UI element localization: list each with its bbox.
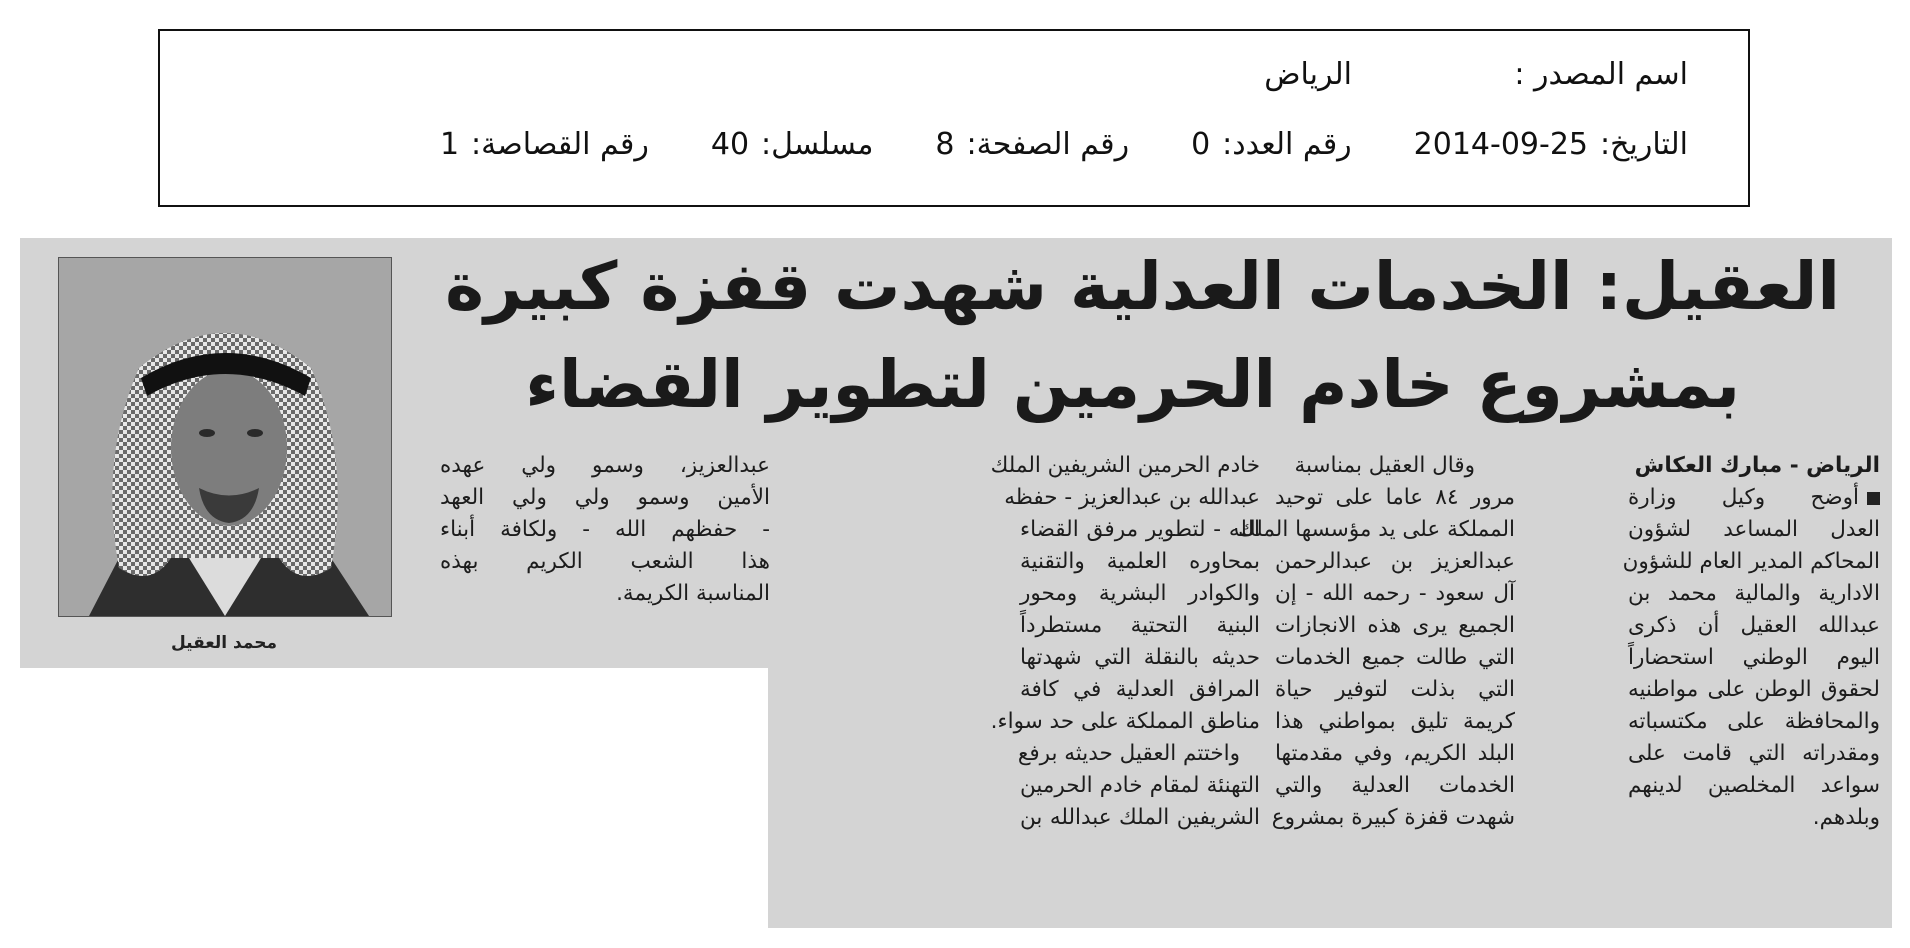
- text-line: الجميع يرى هذه الانجازات: [1275, 613, 1515, 638]
- text-line: شهدت قفزة كبيرة بمشروع: [1271, 805, 1515, 830]
- text-line: اليوم الوطني استحضاراً: [1628, 645, 1880, 670]
- date-value: 2014-09-25: [1413, 127, 1589, 162]
- text-line: البنية التحتية مستطرداً: [1020, 613, 1260, 638]
- metadata-row: [378, 127, 1688, 162]
- text-line: آل سعود - رحمه الله - إن: [1275, 581, 1515, 606]
- text-line: كريمة تليق بمواطني هذا: [1275, 709, 1515, 734]
- text-line: البلد الكريم، وفي مقدمتها: [1275, 741, 1515, 766]
- text-line: والمحافظة على مكتسباته: [1628, 709, 1880, 734]
- issue-field: [1179, 127, 1352, 162]
- text-line: عبدالله العقيل أن ذكرى: [1628, 613, 1880, 638]
- date-field: [1402, 127, 1688, 162]
- text-line: التهنئة لمقام خادم الحرمين: [1020, 773, 1260, 798]
- text-line: والكوادر البشرية ومحور: [1020, 581, 1260, 606]
- source-label: اسم المصدر :: [1514, 57, 1688, 92]
- clip-value: 1: [439, 127, 460, 162]
- issue-label: رقم العدد:: [1222, 127, 1352, 162]
- text-line: التي بذلت لتوفير حياة: [1275, 677, 1515, 702]
- portrait-photo: [58, 257, 392, 617]
- page-label: رقم الصفحة:: [966, 127, 1130, 162]
- text-line: التي طالت جميع الخدمات: [1275, 645, 1515, 670]
- article-column-3: [990, 450, 1260, 834]
- text-line: العدل المساعد لشؤون: [1628, 517, 1880, 542]
- text-line: حديثه بالنقلة التي شهدتها: [1020, 645, 1260, 670]
- article-subheadline: بمشروع خادم الحرمين لتطوير القضاء: [525, 346, 1740, 423]
- text-line: الأمين وسمو ولي ولي العهد: [440, 485, 770, 510]
- text-line: الخدمات العدلية والتي: [1275, 773, 1515, 798]
- text-line: أوضح وكيل وزارة: [1628, 482, 1880, 514]
- page-field: [923, 127, 1129, 162]
- issue-value: 0: [1191, 127, 1211, 162]
- serial-value: 40: [710, 127, 750, 162]
- text-line: بمحاوره العلمية والتقنية: [1020, 549, 1260, 574]
- text-line: مرور ٨٤ عاما على توحيد: [1275, 485, 1515, 510]
- text-line: عبدالعزيز، وسمو ولي عهده: [440, 453, 770, 478]
- text-line: لحقوق الوطن على مواطنيه: [1628, 677, 1880, 702]
- date-label: التاريخ:: [1600, 127, 1688, 162]
- clip-label: رقم القصاصة:: [471, 127, 649, 162]
- text-line: المرافق العدلية في كافة: [1020, 677, 1260, 702]
- text-line: المناسبة الكريمة.: [616, 581, 770, 606]
- page-value: 8: [935, 127, 955, 162]
- text-line: ومقدراته التي قامت على: [1628, 741, 1880, 766]
- text-line: عبدالله بن عبدالعزيز - حفظه: [1004, 485, 1260, 510]
- article-column-2: [1238, 450, 1515, 834]
- text-line: المحاكم المدير العام للشؤون: [1622, 549, 1880, 574]
- text-line: واختتم العقيل حديثه برفع: [1017, 741, 1240, 766]
- text-line: هذا الشعب الكريم بهذه: [440, 549, 770, 574]
- serial-field: [699, 127, 874, 162]
- source-value: الرياض: [1264, 57, 1352, 92]
- text-line: سواعد المخلصين لدينهم: [1628, 773, 1880, 798]
- article-column-4: [440, 450, 770, 610]
- serial-label: مسلسل:: [761, 127, 874, 162]
- text-line: الادارية والمالية محمد بن: [1628, 581, 1880, 606]
- text-line: وبلدهم.: [1812, 805, 1880, 830]
- article-byline: الرياض - مبارك العكاش: [1634, 453, 1880, 478]
- text-line: المملكة على يد مؤسسها الملك: [1238, 517, 1515, 542]
- text-line: الشريفين الملك عبدالله بن: [1020, 805, 1260, 830]
- text-line: مناطق المملكة على حد سواء.: [990, 709, 1260, 734]
- clip-field: [428, 127, 649, 162]
- text-line: وقال العقيل بمناسبة: [1294, 453, 1475, 478]
- portrait-image: [59, 258, 391, 616]
- photo-caption: محمد العقيل: [170, 633, 278, 653]
- text-line: خادم الحرمين الشريفين الملك: [990, 453, 1260, 478]
- paragraph-marker-icon: [1867, 492, 1880, 505]
- text-line: - حفظهم الله - ولكافة أبناء: [440, 517, 770, 542]
- article-headline: العقيل: الخدمات العدلية شهدت قفزة كبيرة: [445, 248, 1840, 325]
- article-column-1: [1622, 450, 1880, 834]
- source-metadata-box: [158, 29, 1750, 207]
- text-line: الله - لتطوير مرفق القضاء: [1020, 517, 1260, 542]
- text-line: عبدالعزيز بن عبدالرحمن: [1275, 549, 1515, 574]
